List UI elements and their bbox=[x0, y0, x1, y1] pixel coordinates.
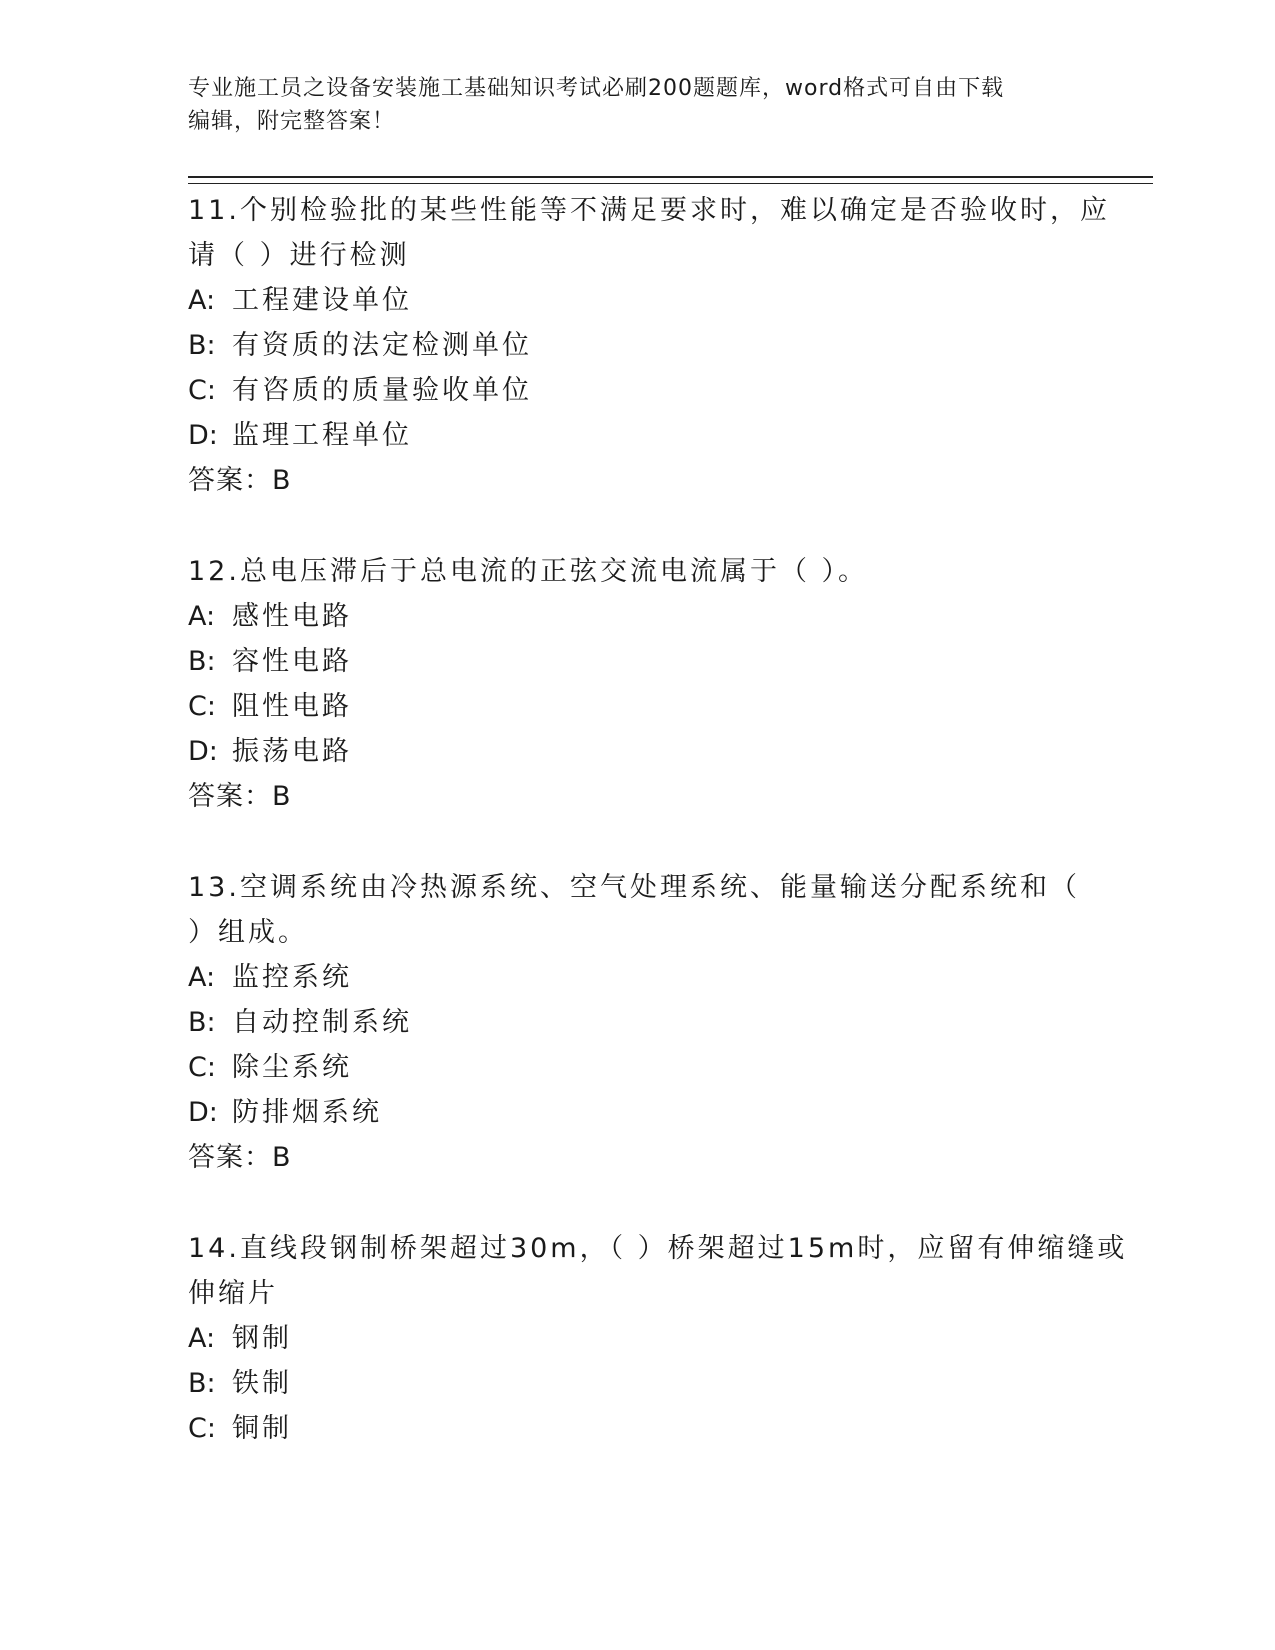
option-d bbox=[188, 1090, 1088, 1135]
question-text-line: 请（ ）进行检测 bbox=[188, 240, 410, 271]
question-text-line: 伸缩片 bbox=[188, 1278, 278, 1309]
option-letter: C: bbox=[188, 1052, 216, 1083]
option-text: 振荡电路 bbox=[232, 736, 352, 767]
question-12 bbox=[188, 549, 1088, 819]
option-letter: B: bbox=[188, 330, 216, 361]
option-text: 自动控制系统 bbox=[232, 1007, 412, 1038]
option-text: 有资质的法定检测单位 bbox=[232, 330, 532, 361]
option-b bbox=[188, 323, 1088, 368]
answer-line: 答案：B bbox=[188, 465, 292, 496]
option-letter: B: bbox=[188, 1368, 216, 1399]
question-text-line: 13.空调系统由冷热源系统、空气处理系统、能量输送分配系统和（ bbox=[188, 872, 1080, 903]
option-letter: A: bbox=[188, 962, 216, 993]
option-b bbox=[188, 1361, 1088, 1406]
option-letter: A: bbox=[188, 1323, 216, 1354]
option-text: 监理工程单位 bbox=[232, 420, 412, 451]
option-a bbox=[188, 1316, 1088, 1361]
option-letter: D: bbox=[188, 736, 218, 767]
option-letter: C: bbox=[188, 691, 216, 722]
option-text: 铜制 bbox=[232, 1413, 292, 1444]
option-c bbox=[188, 1045, 1088, 1090]
option-b bbox=[188, 1000, 1088, 1045]
question-11 bbox=[188, 188, 1110, 503]
option-d bbox=[188, 729, 1088, 774]
option-a bbox=[188, 955, 1088, 1000]
option-c bbox=[188, 684, 1088, 729]
question-text-line: 12.总电压滞后于总电流的正弦交流电流属于（ ）。 bbox=[188, 556, 869, 587]
option-letter: C: bbox=[188, 1413, 216, 1444]
option-a bbox=[188, 278, 1088, 323]
question-text-line: 11.个别检验批的某些性能等不满足要求时，难以确定是否验收时，应 bbox=[188, 195, 1110, 226]
option-letter: D: bbox=[188, 420, 218, 451]
option-letter: A: bbox=[188, 601, 216, 632]
option-text: 工程建设单位 bbox=[232, 285, 412, 316]
option-c bbox=[188, 1406, 1088, 1451]
answer-line: 答案：B bbox=[188, 1142, 292, 1173]
option-a bbox=[188, 594, 1088, 639]
option-letter: B: bbox=[188, 646, 216, 677]
question-13 bbox=[188, 865, 1088, 1180]
answer-line: 答案：B bbox=[188, 781, 292, 812]
question-list bbox=[188, 188, 1128, 1497]
document-header bbox=[188, 72, 1068, 138]
option-text: 容性电路 bbox=[232, 646, 352, 677]
option-c bbox=[188, 368, 1088, 413]
option-letter: C: bbox=[188, 375, 216, 406]
option-text: 钢制 bbox=[232, 1323, 292, 1354]
option-text: 防排烟系统 bbox=[232, 1097, 382, 1128]
option-letter: B: bbox=[188, 1007, 216, 1038]
option-text: 监控系统 bbox=[232, 962, 352, 993]
option-d bbox=[188, 413, 1088, 458]
option-text: 感性电路 bbox=[232, 601, 352, 632]
question-text-line: 14.直线段钢制桥架超过30m，（ ）桥架超过15m时，应留有伸缩缝或 bbox=[188, 1233, 1128, 1264]
option-letter: D: bbox=[188, 1097, 218, 1128]
question-14 bbox=[188, 1226, 1128, 1451]
header-divider-thick bbox=[188, 176, 1153, 178]
question-text-line: ）组成。 bbox=[188, 917, 308, 948]
header-line-2: 编辑，附完整答案！ bbox=[188, 109, 396, 134]
header-divider-thin bbox=[188, 183, 1153, 184]
option-text: 有咨质的质量验收单位 bbox=[232, 375, 532, 406]
option-b bbox=[188, 639, 1088, 684]
option-text: 铁制 bbox=[232, 1368, 292, 1399]
option-text: 除尘系统 bbox=[232, 1052, 352, 1083]
header-line-1: 专业施工员之设备安装施工基础知识考试必刷200题题库，word格式可自由下载 bbox=[188, 76, 1005, 101]
option-text: 阻性电路 bbox=[232, 691, 352, 722]
option-letter: A: bbox=[188, 285, 216, 316]
